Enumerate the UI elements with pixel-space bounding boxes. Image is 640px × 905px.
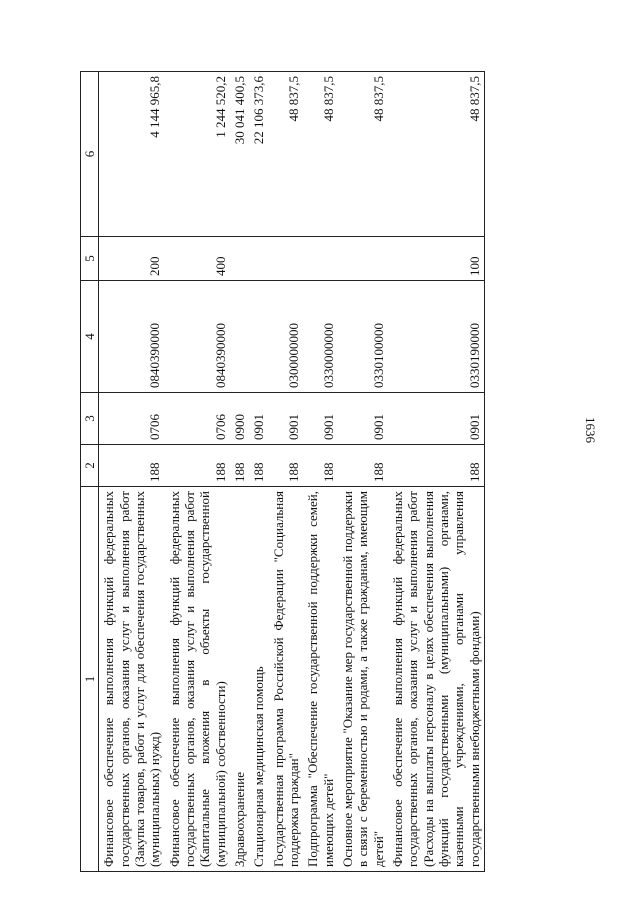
target-article-code: 0840390000 <box>165 281 230 393</box>
expense-type-code <box>249 237 268 281</box>
ministry-code: 188 <box>249 445 268 487</box>
rotated-page-content <box>80 72 580 872</box>
table-row <box>303 72 338 872</box>
row-name: Основное мероприятие "Оказание мер государственной поддержки в связи с беременностью и родами, а также гражданам, имеющим детей" <box>338 487 388 872</box>
target-article-code: 0330000000 <box>303 281 338 393</box>
amount: 30 041 400,5 <box>230 72 249 237</box>
section-code: 0901 <box>269 393 304 445</box>
row-name: Стационарная медицинская помощь <box>249 487 268 872</box>
ministry-code: 188 <box>99 445 165 487</box>
ministry-code: 188 <box>388 445 484 487</box>
section-code: 0900 <box>230 393 249 445</box>
section-code: 0901 <box>388 393 484 445</box>
amount: 48 837,5 <box>338 72 388 237</box>
amount: 48 837,5 <box>303 72 338 237</box>
table-row <box>99 72 165 872</box>
expense-type-code: 200 <box>99 237 165 281</box>
expense-type-code: 100 <box>388 237 484 281</box>
table-row <box>388 72 484 872</box>
expense-type-code: 400 <box>165 237 230 281</box>
table-row <box>165 72 230 872</box>
row-name: Подпрограмма "Обеспечение государственной поддержки семей, имеющих детей" <box>303 487 338 872</box>
amount: 22 106 373,6 <box>249 72 268 237</box>
target-article-code: 0300000000 <box>269 281 304 393</box>
page-number: 1636 <box>583 417 598 443</box>
amount: 48 837,5 <box>388 72 484 237</box>
amount: 4 144 965,8 <box>99 72 165 237</box>
ministry-code: 188 <box>269 445 304 487</box>
column-header: 1 <box>81 487 99 872</box>
ministry-code: 188 <box>303 445 338 487</box>
ministry-code: 188 <box>165 445 230 487</box>
target-article-code <box>249 281 268 393</box>
column-header: 4 <box>81 281 99 393</box>
row-name: Финансовое обеспечение выполнения функций федеральных государственных органов, оказания услуг и выполнения работ (Закупка товаров, работ и услуг для обеспечения государственных (муниципальных) нужд) <box>99 487 165 872</box>
expense-type-code <box>269 237 304 281</box>
column-header: 6 <box>81 72 99 237</box>
table-header-row <box>81 72 99 872</box>
column-header: 3 <box>81 393 99 445</box>
ministry-code: 188 <box>230 445 249 487</box>
expense-type-code <box>230 237 249 281</box>
row-name: Государственная программа Российской Федерации "Социальная поддержка граждан" <box>269 487 304 872</box>
row-name: Здравоохранение <box>230 487 249 872</box>
row-name: Финансовое обеспечение выполнения функций федеральных государственных органов, оказания услуг и выполнения работ (Капитальные вложения в объекты государственной (муниципальной) собственности) <box>165 487 230 872</box>
table-row <box>269 72 304 872</box>
section-code: 0901 <box>338 393 388 445</box>
target-article-code: 0330100000 <box>338 281 388 393</box>
amount: 1 244 520,2 <box>165 72 230 237</box>
target-article-code <box>230 281 249 393</box>
expense-type-code <box>338 237 388 281</box>
budget-table <box>80 71 485 872</box>
target-article-code: 0840390000 <box>99 281 165 393</box>
section-code: 0901 <box>249 393 268 445</box>
amount: 48 837,5 <box>269 72 304 237</box>
section-code: 0901 <box>303 393 338 445</box>
section-code: 0706 <box>99 393 165 445</box>
ministry-code: 188 <box>338 445 388 487</box>
table-row <box>338 72 388 872</box>
row-name: Финансовое обеспечение выполнения функций федеральных государственных органов, оказания услуг и выполнения работ (Расходы на выплаты персоналу в целях обеспечения выполнения функций государственными (муниципальными) органами, казенными учреждениями, органами управления государственными внебюджетными фондами) <box>388 487 484 872</box>
expense-type-code <box>303 237 338 281</box>
column-header: 5 <box>81 237 99 281</box>
table-row <box>249 72 268 872</box>
table-row <box>230 72 249 872</box>
target-article-code: 0330190000 <box>388 281 484 393</box>
column-header: 2 <box>81 445 99 487</box>
section-code: 0706 <box>165 393 230 445</box>
